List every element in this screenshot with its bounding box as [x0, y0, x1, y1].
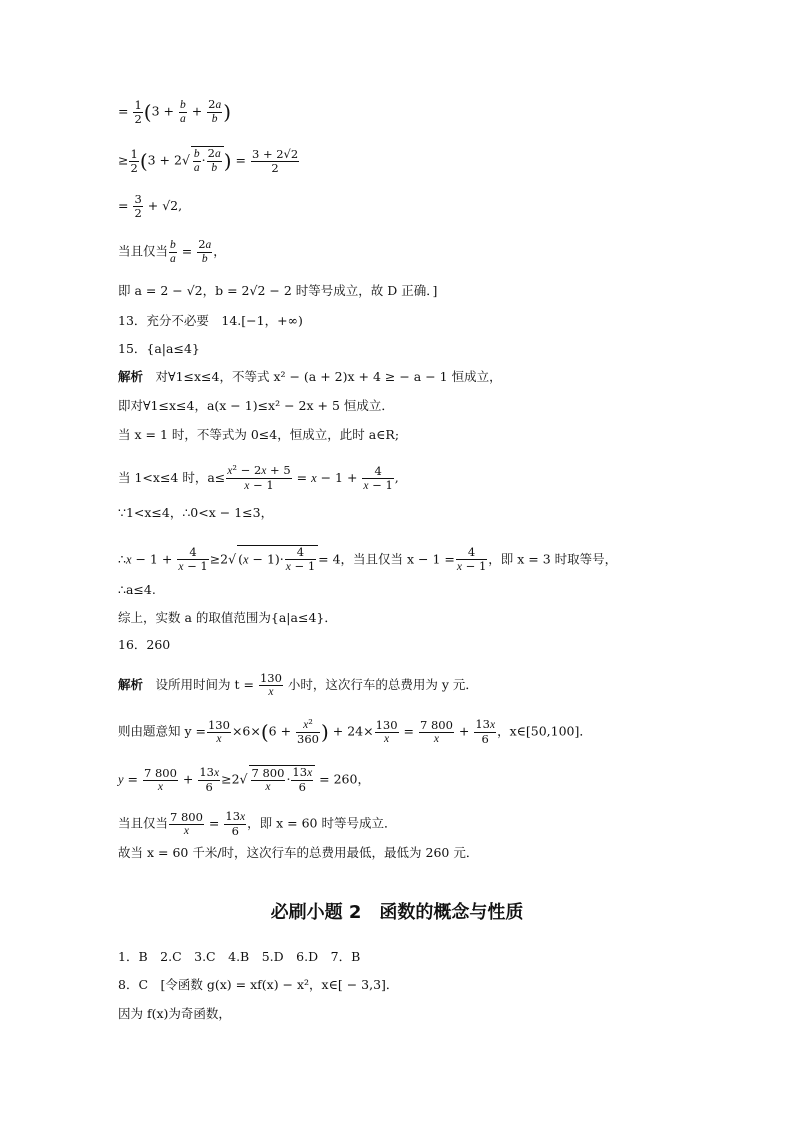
q16-line-4-a: 当且仅当 [118, 815, 169, 831]
q16-line-2-range: ，x∈[50,100]． [497, 723, 592, 739]
q16-line-1-b: 小时，这次行车的总费用为 y 元． [287, 677, 478, 692]
answers-1-7: 1．B 2.C 3.C 4.B 5.D 6.D 7．B [118, 949, 361, 964]
answers-13-14: 13．充分不必要 14.[−1，+∞) [118, 313, 303, 328]
q8-line-1: 8．C [令函数 g(x) = xf(x) − x²，x∈[ − 3,3]． [118, 977, 399, 992]
q15-line-2: 即对∀1≤x≤4，a(x − 1)≤x² − 2x + 5 恒成立． [118, 398, 394, 413]
analysis-label: 解析 [118, 369, 144, 384]
section-title: 必刷小题 2 函数的概念与性质 [270, 902, 524, 923]
q15-analysis-text: 对∀1≤x≤4，不等式 x² − (a + 2)x + 4 ≥ − a − 1 恒成立， [155, 369, 502, 384]
q15-line-4-prefix: 当 1<x≤4 时，a≤ [118, 470, 226, 485]
q16-line-3: y = $\frac{7 800}{x}$ + $\frac{13x}{6}$ ≥2√ $\frac{7 800}{x}$ · $\frac{13x}{6}$ = 260， [118, 765, 370, 794]
q15-line-6-tail: ，即 x = 3 时取等号， [488, 551, 618, 567]
q16-line-3-result: = 260， [319, 771, 370, 787]
q15-answer: 15．{a|a≤4} [118, 341, 200, 356]
q16-line-1-a: 设所用时间为 t = [155, 677, 254, 692]
q15-line-4: 当 1<x≤4 时，a≤ $\frac{\text{x² − 2x + 5}}{x - 1}$ = x − 1 + $\frac{4}{x - 1}$ , [118, 463, 399, 492]
q16-line-2: 则由题意知 y = $\frac{130}{x}$ ×6×(6 + $\frac{\text{x²}}{360}$ ) + 24× $\frac{130}{x}$ = $\frac{7 800}{x}$ + $\frac{13x}{6}$ ，x∈[50,100]． [118, 717, 592, 746]
q15-line-6-mid: = 4，当且仅当 x − 1 = [318, 551, 455, 567]
q15-line-8: 综上，实数 a 的取值范围为{a|a≤4}． [118, 610, 337, 625]
analysis-label: 解析 [118, 677, 144, 692]
condition-line: 当且仅当 $\frac{b}{a}$ = $\frac{2a}{b}$ ， [118, 237, 226, 265]
q16-line-4: 当且仅当 $\frac{7 800}{x}$ = $\frac{13x}{6}$ ，即 x = 60 时等号成立． [118, 809, 397, 838]
q16-line-1: 解析 设所用时间为 t = $\frac{130}{x}$ 小时，这次行车的总费用为 y 元． [118, 671, 478, 698]
q16-answer: 16．260 [118, 637, 171, 652]
q15-line-5: ∵1<x≤4，∴0<x − 1≤3， [118, 505, 274, 520]
condition-prefix: 当且仅当 [118, 243, 169, 259]
q15-line-7: ∴a≤4. [118, 582, 156, 597]
q16-line-5: 故当 x = 60 千米/时，这次行车的总费用最低，最低为 260 元． [118, 845, 479, 860]
formula-line-1: = $\frac{1}{2}$ (3 + $\frac{b}{a}$ + $\frac{2a}{b}$ ) [118, 97, 232, 126]
conclusion-line: 即 a = 2 − √2，b = 2√2 − 2 时等号成立，故 D 正确．] [118, 283, 438, 298]
formula-line-3: = $\frac{3}{2}$ + √2, [118, 192, 183, 220]
q15-analysis-line-1 [118, 369, 502, 385]
q16-line-4-b: ，即 x = 60 时等号成立． [247, 815, 397, 831]
q15-line-3: 当 x = 1 时，不等式为 0≤4，恒成立，此时 a∈R; [118, 427, 400, 442]
q15-line-6: ∴x − 1 + $\frac{4}{x - 1}$ ≥2√ (x − 1)· $\frac{4}{x - 1}$ = 4，当且仅当 x − 1 = $\frac{4}{x - 1}$ ，即 x = 3 时取等号， [118, 545, 618, 573]
formula-line-2: ≥ $\frac{1}{2}$ (3 + 2√ $\frac{b}{a}$ · $\frac{2a}{b}$ ) = $\frac{3 + 2√2}{2}$ [118, 146, 299, 175]
q16-line-2-a: 则由题意知 y = [118, 723, 206, 739]
q8-line-2: 因为 f(x)为奇函数， [118, 1006, 231, 1021]
